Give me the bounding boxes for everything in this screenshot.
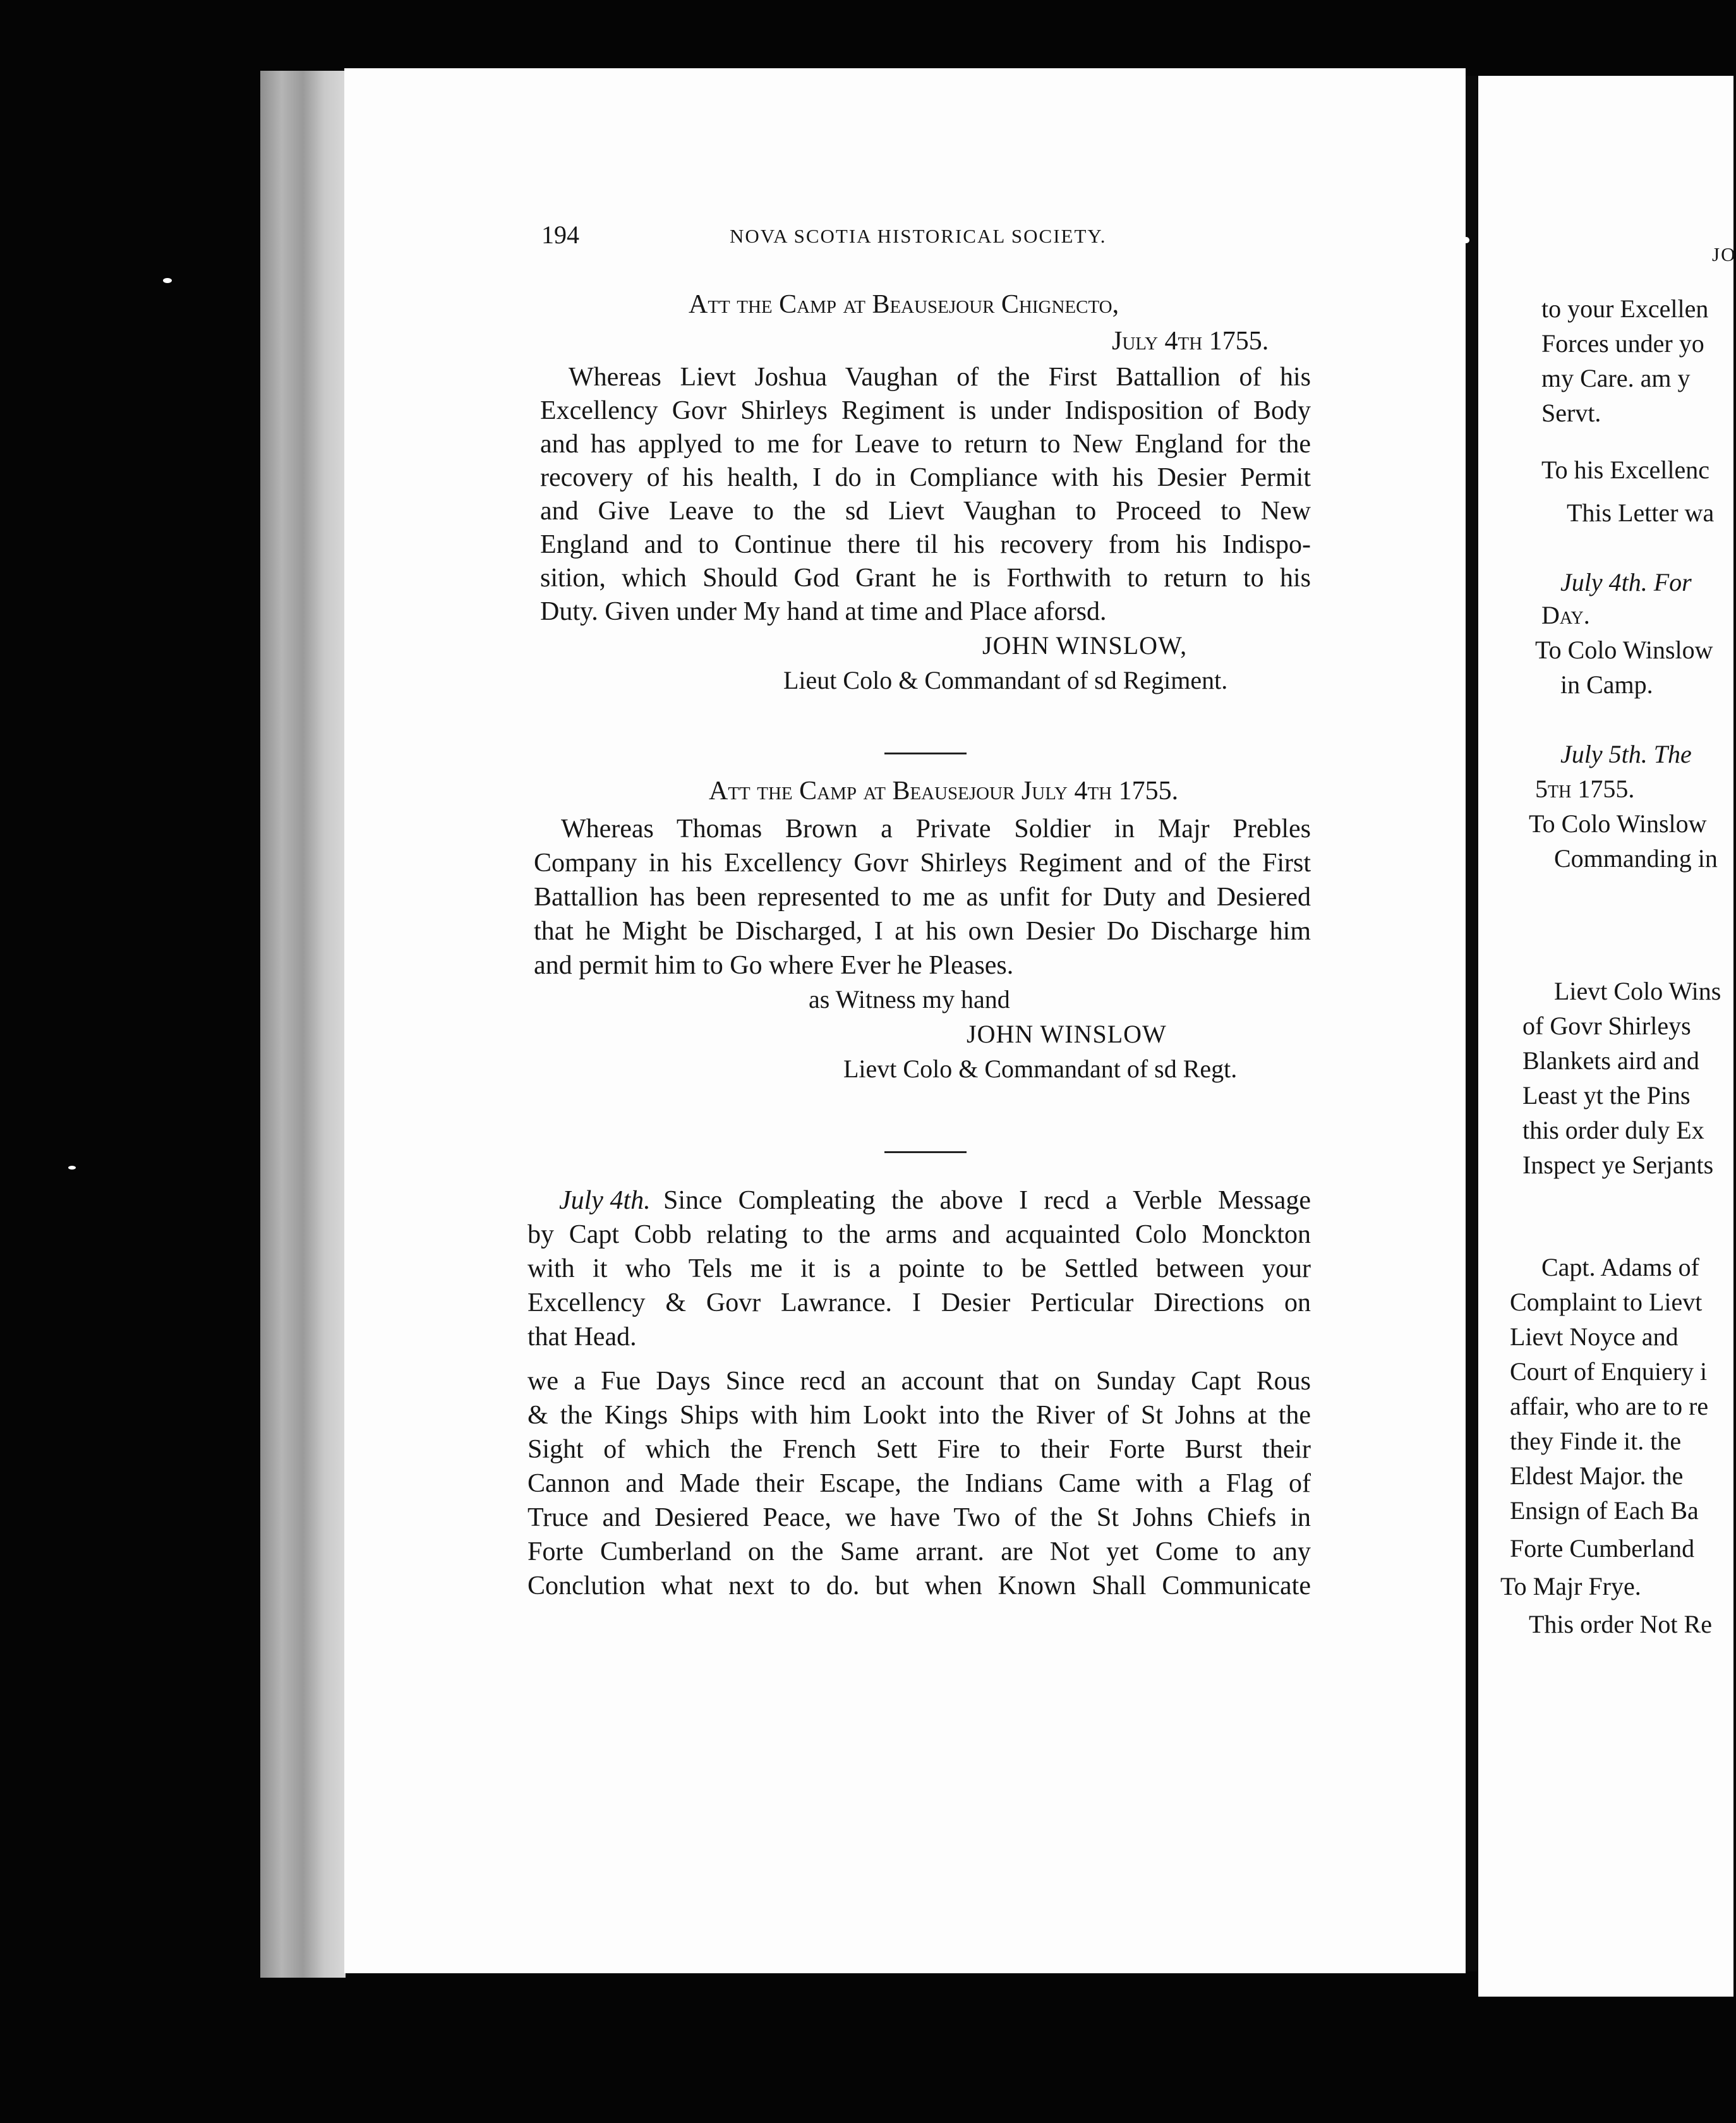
entry1-line: Duty. Given under My hand at time and Place aforsd. [540,597,1107,626]
section-divider [884,753,967,754]
right-line: in Camp. [1560,670,1653,699]
right-line: they Finde it. the [1510,1427,1682,1455]
entry3-para2-line: Truce and Desiered Peace, we have Two of the St Johns Chiefs in [527,1503,1311,1532]
entry2-signature: JOHN WINSLOW [967,1020,1167,1048]
right-line: of Govr Shirleys [1522,1012,1691,1040]
entry1-line: and Give Leave to the sd Lievt Vaughan to Proceed to New [540,497,1311,526]
entry1-line: sition, which Should God Grant he is Forthwith to return to his [540,564,1311,593]
right-line: this order duly Ex [1522,1116,1704,1144]
right-line: Court of Enquiery i [1510,1357,1708,1386]
right-line: This Letter wa [1567,499,1715,527]
entry1-line: Excellency Govr Shirleys Regiment is under Indisposition of Body [540,396,1311,425]
right-line: to your Excellen [1541,294,1709,323]
entry1-line: England and to Continue there til his recovery from his Indispo- [540,530,1311,559]
entry2-line: and permit him to Go where Ever he Pleases. [534,951,1014,980]
right-line: Blankets aird and [1522,1046,1699,1075]
entry1-signer-title: Lieut Colo & Commandant of sd Regiment. [783,666,1228,694]
entry2-witness: as Witness my hand [809,985,1010,1013]
right-line: July 5th. The [1560,740,1692,768]
entry3-line: Excellency & Govr Lawrance. I Desier Perticular Directions on [527,1288,1311,1317]
right-running-head: JO [1712,243,1736,265]
entry2-line: that he Might be Discharged, I at his own Desier Do Discharge him [534,917,1311,946]
right-line: Capt. Adams of [1541,1253,1699,1281]
entry1-line: Whereas Lievt Joshua Vaughan of the First Battallion of his [569,363,1311,392]
right-line: Forte Cumberland [1510,1534,1695,1563]
right-line: Complaint to Lievt [1510,1288,1703,1316]
entry1-line: and has applyed to me for Leave to return to New England for the [540,430,1311,459]
right-line: July 4th. For [1560,568,1692,596]
right-line: Day. [1541,601,1590,629]
running-head: NOVA SCOTIA HISTORICAL SOCIETY. [730,225,1107,247]
right-line: affair, who are to re [1510,1392,1709,1420]
section-divider [884,1151,967,1153]
entry2-line: Whereas Thomas Brown a Private Soldier in Majr Prebles [561,814,1311,844]
right-line: To Colo Winslow [1535,636,1713,664]
page-edge-strip [260,71,346,1978]
right-line: Servt. [1541,399,1601,427]
right-line: This order Not Re [1529,1610,1712,1638]
entry3-line: that Head. [527,1322,637,1352]
book-gutter [1466,76,1477,1971]
entry2-line: Company in his Excellency Govr Shirleys Regiment and of the First [534,849,1311,878]
entry3-date: July 4th. [559,1186,651,1215]
page-number: 194 [541,221,579,249]
entry3-line: with it who Tels me it is a pointe to be Settled between your [527,1254,1311,1283]
right-line: Lievt Noyce and [1510,1322,1679,1351]
entry2-signer-title: Lievt Colo & Commandant of sd Regt. [843,1055,1238,1083]
scan-speck [68,1166,76,1170]
right-line: Lievt Colo Wins [1554,977,1721,1005]
right-line: To Majr Frye. [1500,1572,1641,1600]
right-line: Inspect ye Serjants [1522,1151,1714,1179]
entry1-line: recovery of his health, I do in Compliance with his Desier Permit [540,463,1311,492]
entry1-signature: JOHN WINSLOW, [982,631,1188,660]
entry2-heading: Att the Camp at Beausejour July 4th 1755. [709,777,1179,806]
right-line: Forces under yo [1541,329,1704,358]
right-line: To Colo Winslow [1529,809,1707,838]
right-line: Commanding in [1554,844,1718,873]
entry3-first-line [559,1185,1311,1216]
entry3-para2-line: Conclution what next to do. but when Known Shall Communicate [527,1571,1311,1600]
right-line: 5th 1755. [1535,775,1635,803]
right-line: To his Excellenc [1541,456,1709,484]
entry3-para2-line: Forte Cumberland on the Same arrant. are Not yet Come to any [527,1537,1311,1566]
entry3-para2-line: we a Fue Days Since recd an account that on Sunday Capt Rous [527,1367,1311,1396]
right-line: Eldest Major. the [1510,1461,1684,1490]
scan-speck [1463,237,1469,243]
entry1-date: July 4th 1755. [1112,327,1269,356]
entry3-first-line-rest: Since Compleating the above I recd a Verble Message [663,1186,1311,1215]
right-line: my Care. am y [1541,364,1691,392]
entry1-heading: Att the Camp at Beausejour Chignecto, [689,290,1119,319]
right-line: Ensign of Each Ba [1510,1496,1699,1525]
right-line: Least yt the Pins [1522,1081,1691,1110]
left-page [344,68,1466,1973]
entry3-para2-line: & the Kings Ships with him Lookt into the River of St Johns at the [527,1401,1311,1430]
entry3-line: by Capt Cobb relating to the arms and acquainted Colo Monckton [527,1220,1311,1249]
right-page [1478,76,1736,1997]
entry3-para2-line: Sight of which the French Sett Fire to their Forte Burst their [527,1435,1311,1464]
entry2-line: Battallion has been represented to me as unfit for Duty and Desiered [534,883,1311,912]
scan-speck [163,278,172,283]
entry3-para2-line: Cannon and Made their Escape, the Indians Came with a Flag of [527,1469,1311,1498]
